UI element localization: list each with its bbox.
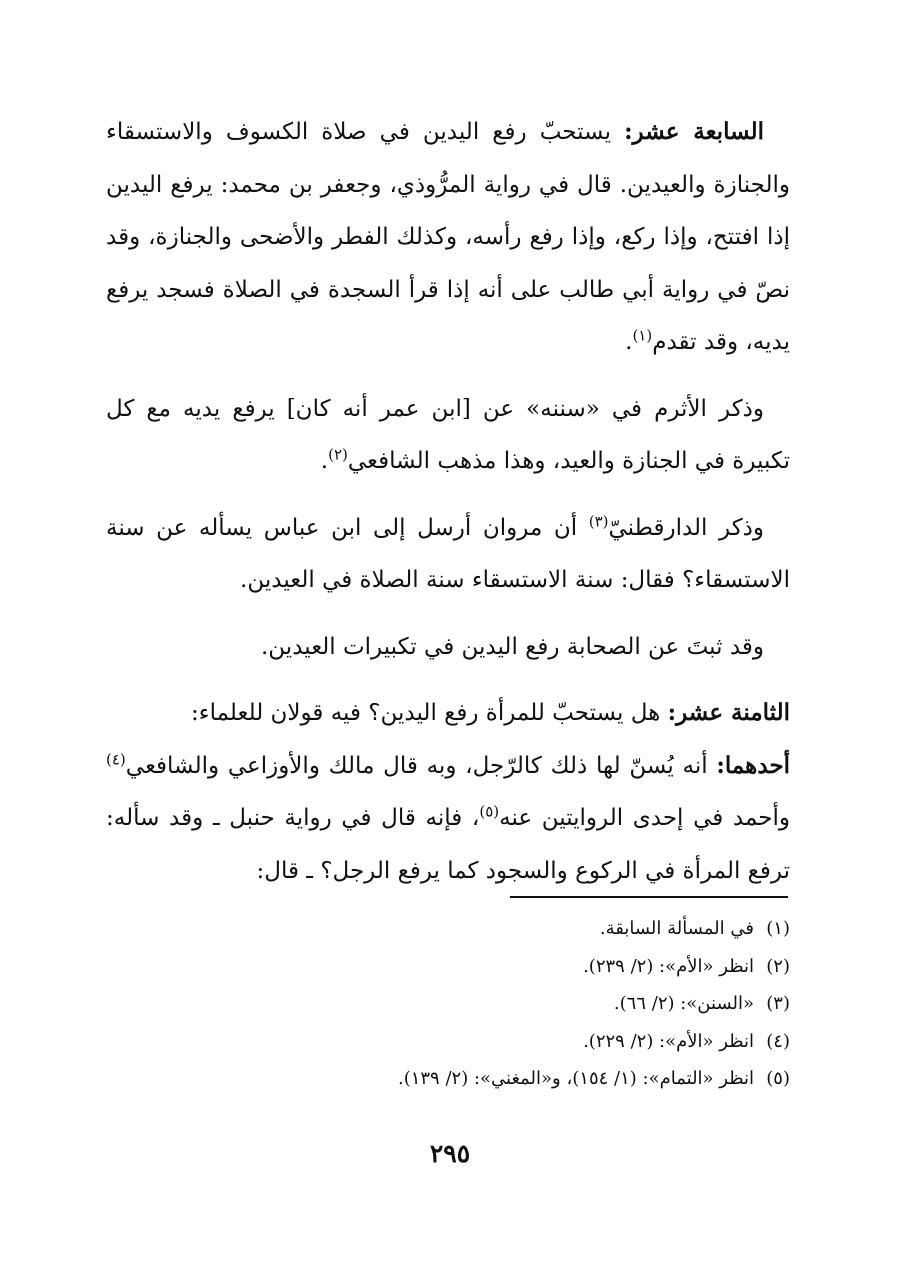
paragraph-first-opinion (106, 740, 790, 898)
footnote-ref: (١) (632, 326, 653, 345)
page-number: ٢٩٥ (429, 1139, 471, 1168)
issue-heading: السابعة عشر: (624, 118, 765, 145)
paragraph-18th-issue (106, 687, 790, 740)
paragraph-text: أنه يُسنّ لها ذلك كالرّجل، وبه قال مالك والأوزاعي والشافعي (125, 752, 717, 779)
footnote-number: (٢) (766, 955, 790, 977)
footnote-text: «السنن»: (٢/ ٦٦). (613, 993, 754, 1014)
footnote-ref: (٢) (328, 445, 348, 464)
footnote-item (106, 985, 790, 1023)
paragraph-text: وذكر الدارقطنيّ (608, 514, 764, 541)
footnote-text: انظر «الأم»: (٢/ ٢٣٩). (583, 955, 754, 977)
footnote-ref: (٣) (588, 511, 609, 530)
paragraph-sahaba (106, 621, 790, 674)
paragraph-17th-issue (106, 106, 790, 369)
paragraph-athram (106, 383, 790, 488)
paragraph-text: يستحبّ رفع اليدين في صلاة الكسوف والاستسقاء والجنازة والعيدين. قال في رواية المرُّوذي، وجعفر بن محمد: يرفع اليدين إذا افتتح، وإذا ركع، وإذا رفع رأسه، وكذلك الفطر والأضحى والجنازة، وقد نصّ في رواية أبي طالب على أنه إذا قرأ السجدة في الصلاة فسجد يرفع يديه، وقد تقدم (106, 119, 790, 355)
footnote-ref: (٤) (106, 749, 126, 768)
opinion-heading: أحدهما: (716, 751, 790, 779)
paragraph-daraqutni (106, 502, 790, 607)
paragraph-text: وقد ثبتَ عن الصحابة رفع اليدين في تكبيرات العيدين. (260, 633, 764, 660)
footnote-divider (510, 896, 788, 898)
footnote-number: (٣) (766, 993, 790, 1014)
paragraph-text-end: . (320, 448, 329, 474)
paragraph-text: هل يستحبّ للمرأة رفع اليدين؟ فيه قولان للعلماء: (191, 700, 668, 726)
footnote-item (106, 1060, 790, 1098)
main-text (106, 106, 790, 911)
paragraph-text-mid: وأحمد في إحدى الروايتين عنه (499, 805, 790, 831)
footnote-ref: (٥) (479, 802, 500, 821)
paragraph-text-end: . (625, 329, 633, 355)
footnote-item (106, 948, 790, 986)
paragraph-text: وذكر الأثرم في «سننه» عن [ابن عمر أنه كان] يرفع يديه مع كل تكبيرة في الجنازة والعيد، وهذا مذهب الشافعي (106, 395, 790, 474)
footnote-number: (٥) (766, 1068, 790, 1089)
paragraph-text-end: ، فإنه قال في رواية حنبل ـ وقد سأله: ترفع المرأة في الركوع والسجود كما يرفع الرجل؟ ـ قال: (106, 805, 790, 884)
issue-heading: الثامنة عشر: (667, 699, 790, 726)
footnote-number: (١) (766, 918, 790, 939)
footnote-text: انظر «التمام»: (١/ ١٥٤)، و«المغني»: (٢/ ١٣٩). (397, 1068, 754, 1089)
footnote-item (106, 910, 790, 948)
footnote-item (106, 1023, 790, 1061)
paragraph-text-end: أن مروان أرسل إلى ابن عباس يسأله عن سنة الاستسقاء؟ فقال: سنة الاستسقاء سنة الصلاة في العيدين. (106, 514, 790, 593)
footnote-text: في المسألة السابقة. (599, 918, 754, 939)
footnotes-list (106, 910, 790, 1098)
footnote-number: (٤) (766, 1030, 790, 1052)
footnote-text: انظر «الأم»: (٢/ ٢٢٩). (583, 1030, 754, 1052)
